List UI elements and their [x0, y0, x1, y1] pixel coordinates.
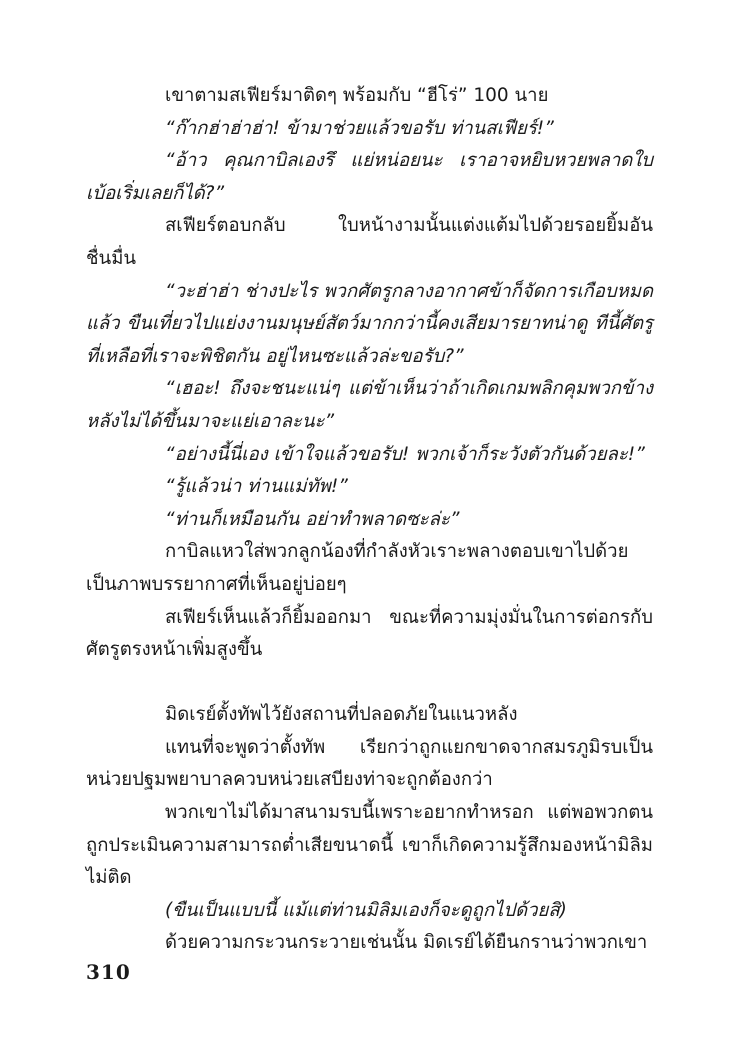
paragraph-6: “เฮอะ! ถึงจะชนะแน่ๆ แต่ข้าเห็นว่าถ้าเกิดเกมพลิกคุมพวกข้างหลังไม่ได้ขึ้นมาจะแย่เอาละนะ”	[86, 378, 653, 432]
paragraph-11: สเฟียร์เห็นแล้วก็ยิ้มออกมา ขณะที่ความมุ่งมั่นในการต่อกรกับศัตรูตรงหน้าเพิ่มสูงขึ้น	[86, 606, 653, 661]
paragraph-3: “อ้าว คุณกาบิลเองรึ แย่หน่อยนะ เราอาจหยิบหวยพลาดใบเบ้อเริ่มเลยก็ได้?”	[86, 150, 653, 204]
paragraph-8: “รู้แล้วน่า ท่านแม่ทัพ!”	[165, 476, 348, 498]
section-break	[86, 667, 653, 700]
paragraph-16: ด้วยความกระวนกระวายเช่นนั้น มิดเรย์ได้ยืนกรานว่าพวกเขา	[165, 932, 648, 954]
paragraph-13: แทนที่จะพูดว่าตั้งทัพ เรียกว่าถูกแยกขาดจากสมรภูมิรบเป็นหน่วยปฐมพยาบาลควบหน่วยเสบียงท่าจะถูกต้องกว่า	[86, 736, 653, 791]
paragraph-15: (ขืนเป็นแบบนี้ แม้แต่ท่านมิลิมเองก็จะดูถูกไปด้วยสิ)	[165, 899, 567, 921]
paragraph-2: “ก๊ากฮ่าฮ่าฮ่า! ข้ามาช่วยแล้วขอรับ ท่านสเฟียร์!”	[165, 117, 554, 139]
paragraph-14: พวกเขาไม่ได้มาสนามรบนี้เพราะอยากทำหรอก แต่พอพวกตนถูกประเมินความสามารถต่ำเสียขนาดนี้ เขาก็เกิดความรู้สึกมองหน้ามิลิมไม่ติด	[86, 802, 653, 889]
paragraph-5: “วะฮ่าฮ่า ช่างปะไร พวกศัตรูกลางอากาศข้าก็จัดการเกือบหมดแล้ว ขืนเที่ยวไปแย่งงานมนุษย์สัตว์มากกว่านี้คงเสียมารยาทน่าดู ทีนี้ศัตรูที่เหลือที่เราจะพิชิตกัน อยู่ไหนซะแล้วล่ะขอรับ?”	[86, 280, 653, 367]
page-body	[86, 80, 653, 960]
paragraph-1: เขาตามสเฟียร์มาติดๆ พร้อมกับ “ฮีโร่” 100 นาย	[165, 85, 549, 106]
paragraph-4: สเฟียร์ตอบกลับ ใบหน้างามนั้นแต่งแต้มไปด้วยรอยยิ้มอันชื่นมื่น	[86, 215, 653, 269]
page-number: 310	[86, 960, 131, 984]
paragraph-10: กาบิลแหวใส่พวกลูกน้องที่กำลังหัวเราะพลางตอบเขาไปด้วย เป็นภาพบรรยากาศที่เห็นอยู่บ่อยๆ	[86, 541, 629, 595]
paragraph-12: มิดเรย์ตั้งทัพไว้ยังสถานที่ปลอดภัยในแนวหลัง	[165, 704, 518, 726]
paragraph-9: “ท่านก็เหมือนกัน อย่าทำพลาดซะล่ะ”	[165, 508, 460, 530]
paragraph-7: “อย่างนี้นี่เอง เข้าใจแล้วขอรับ! พวกเจ้าก็ระวังตัวกันด้วยละ!”	[165, 443, 645, 465]
